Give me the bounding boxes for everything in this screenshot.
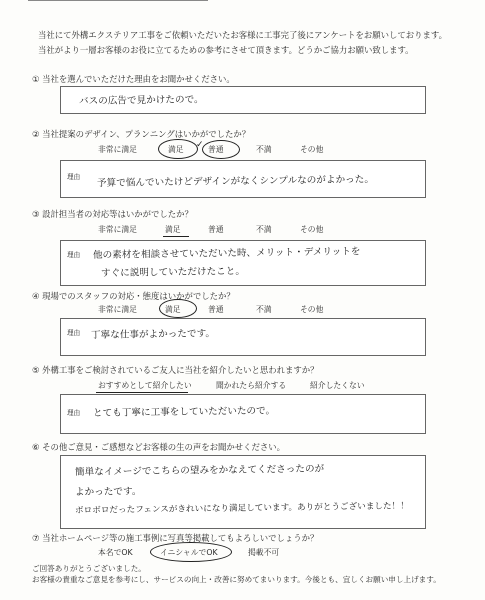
q2-option-other[interactable]: その他 — [300, 145, 324, 154]
answer-3-line-1: 他の素材を相談させていただいた時、メリット・デメリットを — [92, 246, 361, 261]
q2-option-very-satisfied[interactable]: 非常に満足 — [98, 145, 137, 154]
q5-option-if-asked[interactable]: 聞かれたら紹介する — [216, 381, 287, 390]
q2-option-unsatisfied[interactable]: 不満 — [256, 145, 272, 154]
q2-circle-mark-2 — [202, 140, 240, 159]
question-3: ③ 設計担当者の対応等はいかがでしたか？ — [32, 209, 193, 219]
q7-option-no-publish[interactable]: 掲載不可 — [248, 548, 280, 557]
q7-option-real-name[interactable]: 本名でOK — [98, 548, 133, 557]
q2-check-mark: ✓ — [196, 140, 204, 150]
q7-circle-mark — [150, 542, 232, 562]
q7-option-initials[interactable]: イニシャルでOK — [160, 548, 218, 557]
answer-2-text: 予算で悩んでいたけどデザインがなくシンプルなのがよかった。 — [96, 174, 374, 189]
footer-line-1: ご回答ありがとうございました。 — [32, 564, 146, 573]
question-6: ⑥ その他ご意見・ご感想などお客様の生の声をお聞かせください。 — [32, 442, 286, 452]
answer-box-6[interactable] — [60, 455, 426, 529]
answer-5-text: とても丁寧に工事をしていただいたので。 — [92, 405, 276, 419]
answer-box-1[interactable] — [60, 86, 426, 114]
q5-option-recommend[interactable]: おすすめとして紹介したい — [98, 381, 192, 390]
q4-option-satisfied[interactable]: 満足 — [165, 305, 181, 314]
q4-reason-label: 理由 — [67, 329, 81, 337]
answer-4-text: 丁寧な仕事がよかったです。 — [90, 328, 216, 341]
answer-box-5[interactable] — [60, 394, 426, 434]
q3-option-normal[interactable]: 普通 — [208, 225, 224, 234]
intro-line-2: 当社がより一層お客様のお役に立てるための参考にさせて頂きます。どうかご協力お願い致します。 — [38, 45, 414, 55]
intro-line-1: 当社にて外構エクステリア工事をご依頼いただいたお客様に工事完了後にアンケートをお願いしております。 — [38, 30, 447, 40]
q3-option-very-satisfied[interactable]: 非常に満足 — [98, 225, 137, 234]
top-rule — [28, 0, 208, 1]
answer-box-2[interactable] — [60, 160, 426, 198]
q2-circle-mark — [158, 139, 198, 159]
q4-option-very-satisfied[interactable]: 非常に満足 — [98, 305, 137, 314]
question-4: ④ 現場でのスタッフの対応・態度はいかがでしたか？ — [32, 291, 235, 301]
answer-1-text: バスの広告で見かけたので。 — [78, 94, 204, 107]
answer-box-3[interactable] — [60, 240, 426, 286]
q4-option-normal[interactable]: 普通 — [208, 305, 224, 314]
q4-option-other[interactable]: その他 — [300, 305, 324, 314]
q5-reason-label: 理由 — [67, 409, 81, 417]
answer-6-line-1: 簡単なイメージでこちらの望みをかなえてくださったのが — [74, 463, 325, 478]
footer-line-2: お客様の貴重なご意見を参考にし、サービスの向上・改善に努めてまいります。今後とも、宜しくお願い申し上げます。 — [32, 575, 441, 584]
question-7: ⑦ 当社ホームページ等の施工事例に写真等掲載してもよろしいでしょうか？ — [32, 533, 319, 543]
q3-option-satisfied[interactable]: 満足 — [165, 225, 181, 234]
q5-option-no[interactable]: 紹介したくない — [310, 381, 365, 390]
q3-option-other[interactable]: その他 — [300, 225, 324, 234]
q5-underline-mark — [96, 392, 188, 393]
q3-underline-mark — [163, 236, 189, 237]
q3-option-unsatisfied[interactable]: 不満 — [256, 225, 272, 234]
question-2: ② 当社提案のデザイン、プランニングはいかがでしたか？ — [32, 129, 251, 139]
answer-box-4[interactable] — [60, 318, 426, 356]
question-5: ⑤ 外構工事をご検討されているご友人に当社を紹介したいと思われますか？ — [32, 365, 319, 375]
question-1: ① 当社を選んでいただけた理由をお聞かせください。 — [32, 74, 235, 84]
q4-option-unsatisfied[interactable]: 不満 — [256, 305, 272, 314]
intro-text — [38, 28, 447, 58]
q3-reason-label: 理由 — [67, 251, 81, 259]
answer-6-line-2: よかったです。 — [74, 486, 142, 498]
q2-option-satisfied[interactable]: 満足 — [168, 145, 184, 154]
answer-3-line-2: すぐに説明していただけたこと。 — [100, 265, 245, 279]
q4-circle-mark — [159, 299, 197, 318]
q2-option-normal[interactable]: 普通 — [208, 145, 224, 154]
q2-reason-label: 理由 — [67, 173, 81, 181]
answer-6-line-3: ボロボロだったフェンスがきれいになり満足しています。ありがとうございました！！ — [74, 501, 409, 516]
